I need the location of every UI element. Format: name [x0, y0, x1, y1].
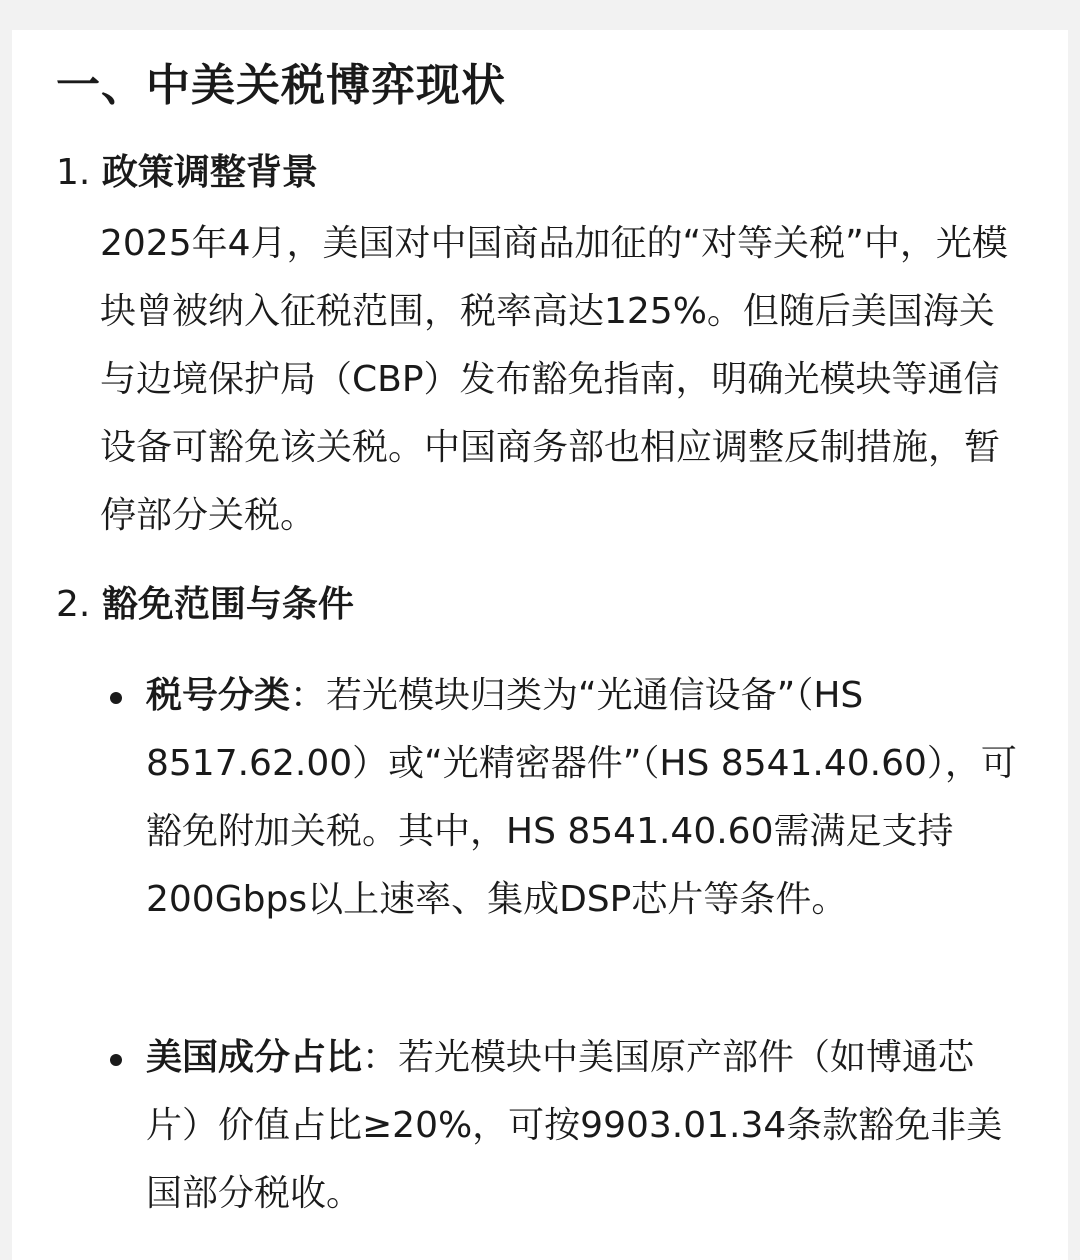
bullet-dot-icon — [110, 692, 122, 704]
bullet-text — [146, 1024, 1026, 1228]
bullet-text — [146, 662, 1026, 934]
section-title: 一、中美关税博弈现状 — [56, 60, 506, 111]
content-card — [12, 30, 1068, 1260]
bullet-separator: ： — [290, 675, 327, 716]
item-heading-exemption-scope — [56, 580, 354, 630]
bullet-dot-icon — [110, 1054, 122, 1066]
item-heading-label: 豁免范围与条件 — [101, 584, 354, 625]
bullet-body: 若光模块归类为“光通信设备”（HS 8517.62.00）或“光精密器件”（HS 8541.40.60），可豁免附加关税。其中，HS 8541.40.60需满足支持200Gbps以上速率、集成DSP芯片等条件。 — [146, 675, 1017, 920]
bullet-label: 美国成分占比 — [146, 1037, 363, 1078]
item-heading-label: 政策调整背景 — [101, 152, 318, 193]
item-number: 1. — [56, 152, 91, 193]
item-heading-policy-background — [56, 148, 318, 198]
item-number: 2. — [56, 584, 91, 625]
bullet-body: 若光模块中美国原产部件（如博通芯片）价值占比≥20%，可按9903.01.34条款豁免非美国部分税收。 — [146, 1037, 1003, 1214]
bullet-label: 税号分类 — [146, 675, 291, 716]
bullet-separator: ： — [362, 1037, 399, 1078]
item-paragraph: 2025年4月，美国对中国商品加征的“对等关税”中，光模块曾被纳入征税范围，税率高达125%。但随后美国海关与边境保护局（CBP）发布豁免指南，明确光模块等通信设备可豁免该关税。中国商务部也相应调整反制措施，暂停部分关税。 — [100, 223, 1008, 536]
